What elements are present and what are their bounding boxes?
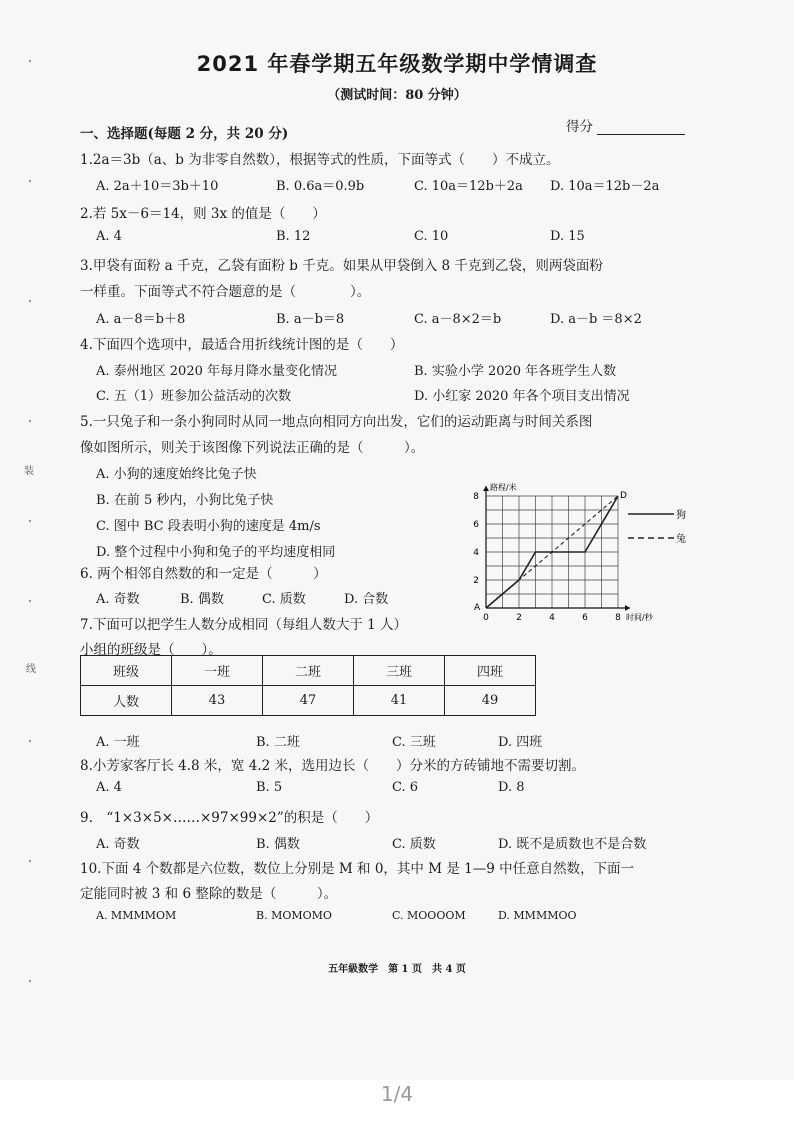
q10-option-b: B. MOMOMO [256,909,332,922]
q6-option-a: A. 奇数 [96,592,140,607]
question-4-stem: 4.下面四个选项中，最适合用折线统计图的是（ ） [80,337,404,353]
q2-option-a: A. 4 [96,229,122,244]
q8-option-c: C. 6 [392,780,419,795]
chart-legend [628,509,686,545]
distance-time-graph [460,478,700,628]
question-3-stem-line1: 3.甲袋有面粉 a 千克，乙袋有面粉 b 千克。如果从甲袋倒入 8 千克到乙袋，则两袋面粉 [80,258,603,274]
q5-option-c: C. 图中 BC 段表明小狗的速度是 4m/s [96,519,321,534]
page-title: 2021 年春学期五年级数学期中学情调查 [196,52,598,76]
table-header-cell: 四班 [445,656,536,686]
q8-option-b: B. 5 [256,780,283,795]
q4-option-c: C. 五（1）班参加公益活动的次数 [96,389,292,404]
q1-option-c: C. 10a＝12b＋2a [414,179,523,194]
q9-option-b: B. 偶数 [256,837,300,852]
question-5-stem-line1: 5.一只兔子和一条小狗同时从同一地点向相同方向出发，它们的运动距离与时间关系图 [80,414,593,430]
q7-option-b: B. 二班 [256,735,300,750]
q8-option-d: D. 8 [498,780,525,795]
q6-option-b: B. 偶数 [180,592,224,607]
question-3-stem-line2: 一样重。下面等式不符合题意的是（ ）。 [80,284,371,300]
q3-option-c: C. a－8×2＝b [414,312,502,327]
chart-y-tick-label: 2 [473,576,479,586]
q10-option-c: C. MOOOOM [392,909,466,922]
q7-option-d: D. 四班 [498,735,543,750]
q9-option-d: D. 既不是质数也不是合数 [498,837,647,852]
q2-option-d: D. 15 [550,229,585,244]
q4-option-b: B. 实验小学 2020 年各班学生人数 [414,364,617,379]
score-blank [597,120,685,135]
chart-legend-label: 狗 [676,510,686,521]
table-cell: 41 [354,686,445,716]
q1-option-a: A. 2a＋10＝3b＋10 [96,179,219,194]
q4-option-a: A. 泰州地区 2020 年每月降水量变化情况 [96,364,338,379]
q2-option-c: C. 10 [414,229,449,244]
question-9-stem: 9. “1×3×5×……×97×99×2”的积是（ ） [80,810,379,826]
table-header-cell: 班级 [81,656,172,686]
class-size-table [80,655,536,716]
chart-y-tick-label: 4 [473,548,479,558]
chart-x-arrow [625,605,630,611]
q5-option-b: B. 在前 5 秒内，小狗比兔子快 [96,493,274,508]
chart-y-arrow [483,486,489,491]
q4-option-d: D. 小红家 2020 年各个项目支出情况 [414,389,630,404]
chart-x-tick-label: 4 [549,613,555,623]
q7-option-a: A. 一班 [96,735,140,750]
margin-mark-bind: 装 [24,466,34,477]
question-7-stem-line2: 小组的班级是（ ）。 [80,642,222,658]
q5-option-a: A. 小狗的速度始终比兔子快 [96,467,257,482]
margin-mark-line: 线 [26,664,36,675]
chart-x-axis-label: 时间/秒 [626,613,653,622]
score-label: 得分 [566,119,593,135]
table-cell: 43 [172,686,263,716]
question-6-stem: 6. 两个相邻自然数的和一定是（ ） [80,566,327,582]
chart-x-tick-label: 2 [516,613,522,623]
question-8-stem: 8.小芳家客厅长 4.8 米，宽 4.2 米，选用边长（ ）分米的方砖铺地不需要切割。 [80,758,585,774]
chart-x-tick-label: 0 [483,613,489,623]
question-1-stem: 1.2a＝3b（a、b 为非零自然数），根据等式的性质，下面等式（ ）不成立。 [80,152,560,168]
q8-option-a: A. 4 [96,780,122,795]
q5-option-d: D. 整个过程中小狗和兔子的平均速度相同 [96,545,336,560]
table-cell: 47 [263,686,354,716]
q2-option-b: B. 12 [276,229,311,244]
chart-y-axis-label: 路程/米 [490,483,517,492]
chart-y-tick-label: 6 [473,520,479,530]
page-indicator: 1/4 [380,1082,414,1106]
chart-point-d-label: D [620,491,627,501]
chart-x-tick-label: 6 [582,613,588,623]
q7-option-c: C. 三班 [392,735,436,750]
chart-point-a-label: A [474,603,481,613]
question-2-stem: 2.若 5x－6＝14，则 3x 的值是（ ） [80,206,326,222]
table-row [81,686,536,716]
table-cell: 49 [445,686,536,716]
q3-option-b: B. a－b＝8 [276,312,345,327]
table-row-label: 人数 [81,686,172,716]
q1-option-d: D. 10a＝12b－2a [550,179,660,194]
chart-y-tick-label: 8 [473,492,479,502]
q10-option-a: A. MMMMOM [96,909,177,922]
score-field [566,115,685,135]
q9-option-c: C. 质数 [392,837,436,852]
q3-option-d: D. a－b ＝8×2 [550,312,642,327]
table-header-cell: 二班 [263,656,354,686]
question-10-stem-line1: 10.下面 4 个数都是六位数，数位上分别是 M 和 0，其中 M 是 1—9 中任意自然数，下面一 [80,861,635,877]
q3-option-a: A. a－8＝b＋8 [96,312,186,327]
q6-option-d: D. 合数 [344,592,389,607]
q9-option-a: A. 奇数 [96,837,140,852]
chart-x-tick-label: 8 [615,613,621,623]
chart-legend-label: 兔 [676,534,686,545]
question-5-stem-line2: 像如图所示，则关于该图像下列说法正确的是（ ）。 [80,440,425,456]
table-header-cell: 三班 [354,656,445,686]
table-header-row [81,656,536,686]
question-10-stem-line2: 定能同时被 3 和 6 整除的数是（ ）。 [80,886,338,902]
section-heading: 一、选择题(每题 2 分，共 20 分) [80,126,289,142]
table-header-cell: 一班 [172,656,263,686]
question-7-stem-line1: 7.下面可以把学生人数分成相同（每组人数大于 1 人） [80,617,408,633]
q10-option-d: D. MMMMOO [498,909,577,922]
page-footer: 五年級数学 第 1 页 共 4 页 [328,964,466,975]
page-subtitle: （测试时间：80 分钟） [327,88,467,103]
q6-option-c: C. 质数 [262,592,306,607]
q1-option-b: B. 0.6a＝0.9b [276,179,365,194]
